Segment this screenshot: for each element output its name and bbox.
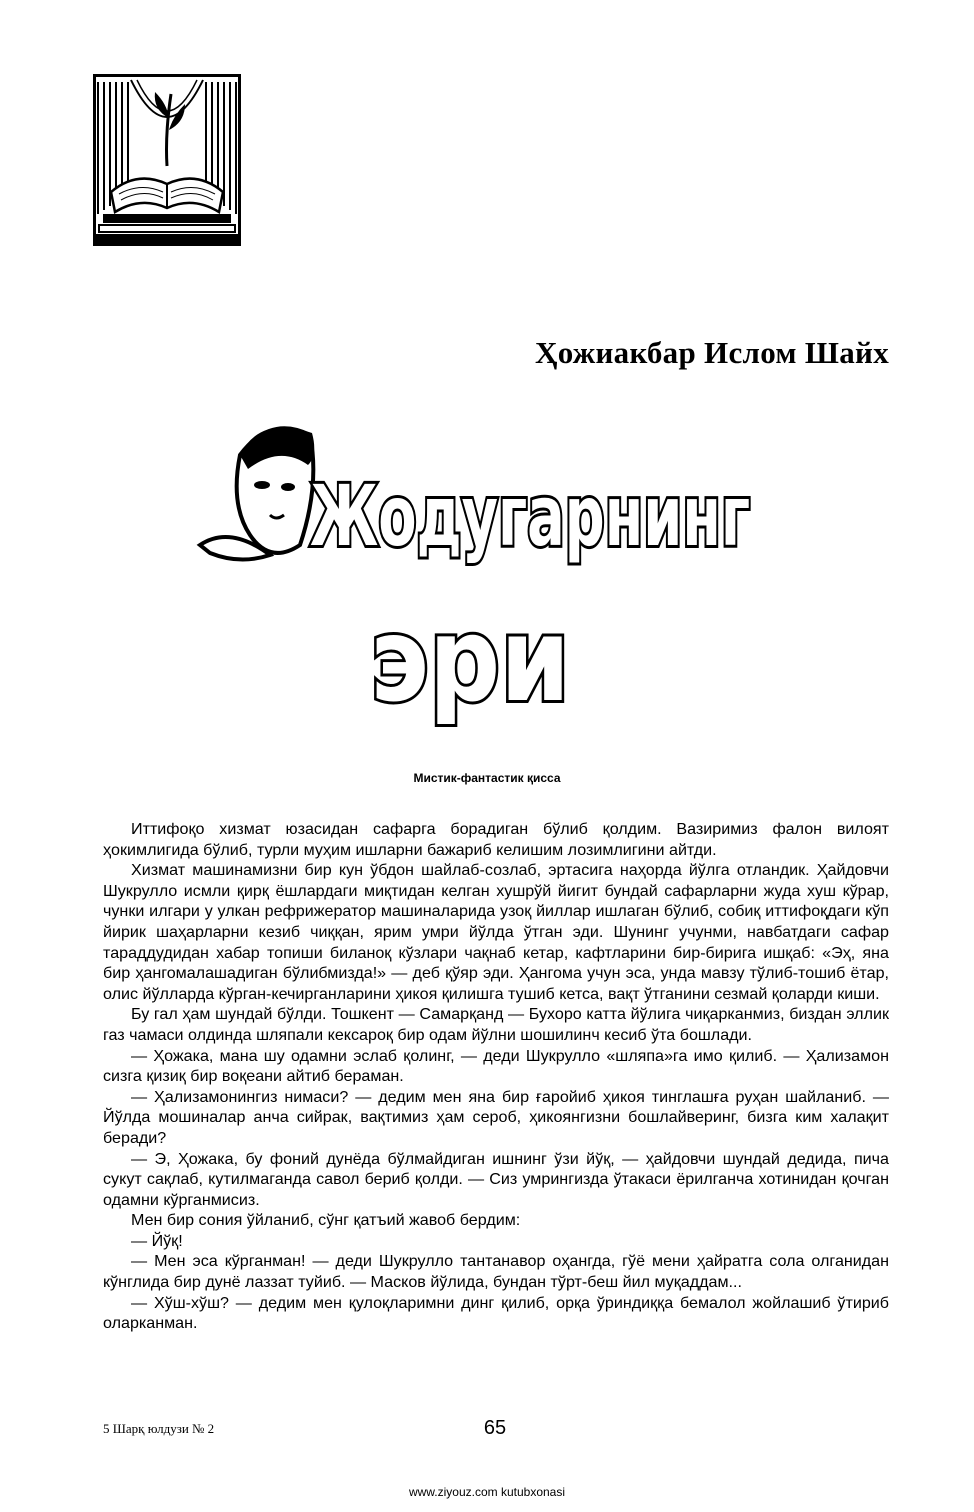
source-url: www.ziyouz.com kutubxonasi <box>408 1485 566 1499</box>
genre-subtitle: Мистик-фантастик қисса <box>413 771 561 785</box>
journal-issue: 5 Шарқ юлдузи № 2 <box>103 1421 215 1436</box>
paragraph: — Ҳожака, мана шу одамни эслаб қолинг, — деди Шукрулло «шляпа»га имо қилиб. — Ҳализамон сизга қизиқ бир воқеани айтиб бераман. <box>103 1046 889 1086</box>
journal-logo <box>93 74 241 246</box>
story-text <box>103 819 889 1334</box>
paragraph: — Э, Ҳожака, бу фоний дунёда бўлмайдиган ишнинг ўзи йўқ, — ҳайдовчи шундай дедида, пича сукут сақлаб, кутилмаганда савол бериб қолди. — Сиз умрингизда ўтакаси ёрилганча хотинидан қочган одамни кўрганмисиз. <box>103 1149 889 1209</box>
woman-face-drawing-icon <box>200 427 314 559</box>
open-book-sprout-icon <box>93 74 241 246</box>
paragraph: — Хўш-хўш? — дедим мен қулоқларимни динг қилиб, орқа ўриндиққа бемалол жойлашиб ўтириб оларканман. <box>103 1293 889 1333</box>
story-title-art <box>200 395 760 745</box>
paragraph: Мен бир сония ўйланиб, сўнг қатъий жавоб бердим: <box>131 1211 521 1230</box>
title-line-2: эри <box>370 593 570 728</box>
title-line-1: Жодугарнинг <box>310 467 750 565</box>
paragraph: — Йўқ! <box>131 1231 183 1250</box>
paragraph: Хизмат машинамизни бир кун ўбдон шайлаб-созлаб, эртасига наҳорда йўлга отландик. Ҳайдовчи Шукрулло исмли қирқ ёшлардаги миқтидан келган хушрўй йигит бундай сафарларни жуда хуш кўрар, чунки илгари у улкан рефрижератор машиналарида узоқ йиллар ишлаган бўлиб, собиқ иттифоқдаги кўп йирик шаҳарларни кезиб чиққан, ярим умри йўлда ўтган эди. Шунинг учунми, навбатдаги сафар тараддудидан хабар топиши биланоқ кўзлари чақнаб кетар, кафтларини бир-бирига ишқаб: «Эҳ, яна бир ҳангомалашадиган бўлибмизда!» — деб қўяр эди. Ҳангома учун эса, унда мавзу тўлиб-тошиб ётар, олис йўлларда кўрган-кечирганларини ҳикоя қилишга тушиб кетса, вақт ўтганини сезмай қоларди киши. <box>103 861 889 1003</box>
page-number: 65 <box>483 1417 507 1439</box>
paragraph: Бу гал ҳам шундай бўлди. Тошкент — Самарқанд — Бухоро катта йўлига чиқарканмиз, биздан эллик газ чамаси олдинда шляпали кексароқ бир одам йўлни шошилинч кесиб ўта бошлади. <box>103 1005 889 1044</box>
paragraph: Иттифоқо хизмат юзасидан сафарга борадиган бўлиб қолдим. Вазиримиз фалон вилоят ҳокимлигида бўлиб, турли муҳим ишларни бажариб келишим лозимлигини айтди. <box>103 820 889 859</box>
author-name: Ҳожиакбар Ислом Шайх <box>535 335 889 370</box>
paragraph: — Ҳализамонингиз нимаси? — дедим мен яна бир ғаройиб ҳикоя тинглашға руҳан шайланиб. — Йўлда мошиналар анча сийрак, вақтимиз ҳам сероб, ҳикоянгизни бошлайверинг, бизга ким халақит беради? <box>103 1087 889 1147</box>
paragraph: — Мен эса кўрганман! — деди Шукрулло тантанавор оҳангда, гўё мени ҳайратга сола олганидан кўнглида бир дунё лаззат туйиб. — Масков йўлида, бундан тўрт-беш йил муқаддам... <box>103 1252 889 1292</box>
